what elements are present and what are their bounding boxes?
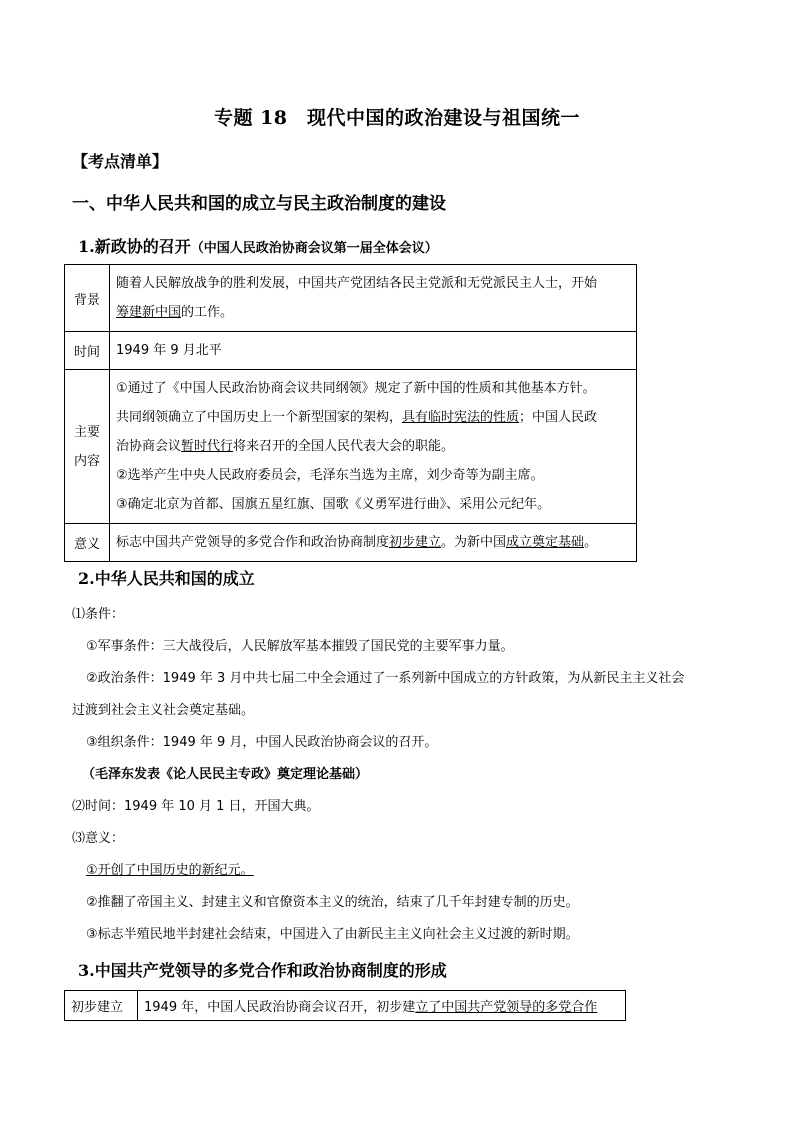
row-label: 初步建立 (65, 991, 138, 1021)
row-label-background: 背景 (65, 265, 110, 332)
paragraph: ②政治条件：1949 年 3 月中共七届二中全会通过了一系列新中国成立的方针政策，为从新民主主义社会 (86, 671, 685, 686)
kaodian-heading: 【考点清单】 (72, 152, 169, 171)
subsection-heading-3: 3.中国共产党领导的多党合作和政治协商制度的形成 (78, 961, 447, 980)
table-row (65, 332, 637, 370)
table-row (65, 265, 637, 332)
cooperation-table (64, 990, 626, 1021)
paragraph (86, 859, 254, 878)
underlined-text: 成立奠定基础 (506, 535, 585, 550)
row-label-main: 主要 内容 (65, 370, 110, 524)
paragraph: ③标志半殖民地半封建社会结束，中国进入了由新民主主义向社会主义过渡的新时期。 (86, 927, 579, 942)
paragraph: ②推翻了帝国主义、封建主义和官僚资本主义的统治，结束了几千年封建专制的历史。 (86, 895, 579, 910)
underlined-text: 暂时代行 (181, 439, 234, 454)
row-content-main: ①通过了《中国人民政治协商会议共同纲领》规定了新中国的性质和其他基本方针。 共同纲领确立了中国历史上一个新型国家的架构，具有临时宪法的性质；中国人民政 治协商会议暂时代行将来召开的全国人民代表大会的职能。 ②选举产生中央人民政府委员会，毛泽东当选为主席，刘少奇等为副主席。 ③确定北京为首都、国旗五星红旗、国歌《义勇军进行曲》、采用公元纪年。 (110, 370, 637, 524)
underlined-text: ①开创了中国历史的新纪元。 (86, 863, 254, 878)
paragraph: ③组织条件：1949 年 9 月，中国人民政治协商会议的召开。 (86, 735, 438, 750)
table-row (65, 524, 637, 562)
paragraph-bold: （毛泽东发表《论人民民主专政》奠定理论基础） (82, 767, 369, 782)
page-title: 专题 18 现代中国的政治建设与祖国统一 (213, 107, 581, 129)
subsection-heading-1 (78, 234, 438, 257)
row-label-time: 时间 (65, 332, 110, 370)
conference-table (64, 264, 637, 562)
subsection-heading-2: 2.中华人民共和国的成立 (78, 569, 255, 588)
paragraph: ⑴条件： (72, 607, 125, 622)
row-label-significance: 意义 (65, 524, 110, 562)
table-row (65, 370, 637, 524)
underlined-text: 立了中国共产党领导的多党合作 (415, 1000, 598, 1015)
paragraph: ⑵时间：1949 年 10 月 1 日，开国大典。 (72, 799, 320, 814)
row-content: 1949 年，中国人民政治协商会议召开，初步建立了中国共产党领导的多党合作 (138, 991, 626, 1021)
paragraph: 过渡到社会主义社会奠定基础。 (72, 703, 255, 718)
underlined-text: 初步建立 (389, 535, 442, 550)
table-row (65, 991, 626, 1021)
section-heading: 一、中华人民共和国的成立与民主政治制度的建设 (72, 194, 446, 214)
row-content-background: 随着人民解放战争的胜利发展，中国共产党团结各民主党派和无党派民主人士，开始 筹建新中国的工作。 (110, 265, 637, 332)
underlined-text: 筹建新中国 (116, 305, 182, 320)
underlined-text: 具有临时宪法的性质 (402, 410, 520, 425)
paragraph: ⑶意义： (72, 831, 125, 846)
subsection-title: 1.新政协的召开 (78, 237, 191, 256)
subsection-note: （中国人民政治协商会议第一届全体会议） (190, 241, 438, 256)
row-content-significance: 标志中国共产党领导的多党合作和政治协商制度初步建立。为新中国成立奠定基础。 (110, 524, 637, 562)
row-content-time: 1949 年 9 月北平 (110, 332, 637, 370)
paragraph: ①军事条件：三大战役后，人民解放军基本摧毁了国民党的主要军事力量。 (86, 639, 514, 654)
